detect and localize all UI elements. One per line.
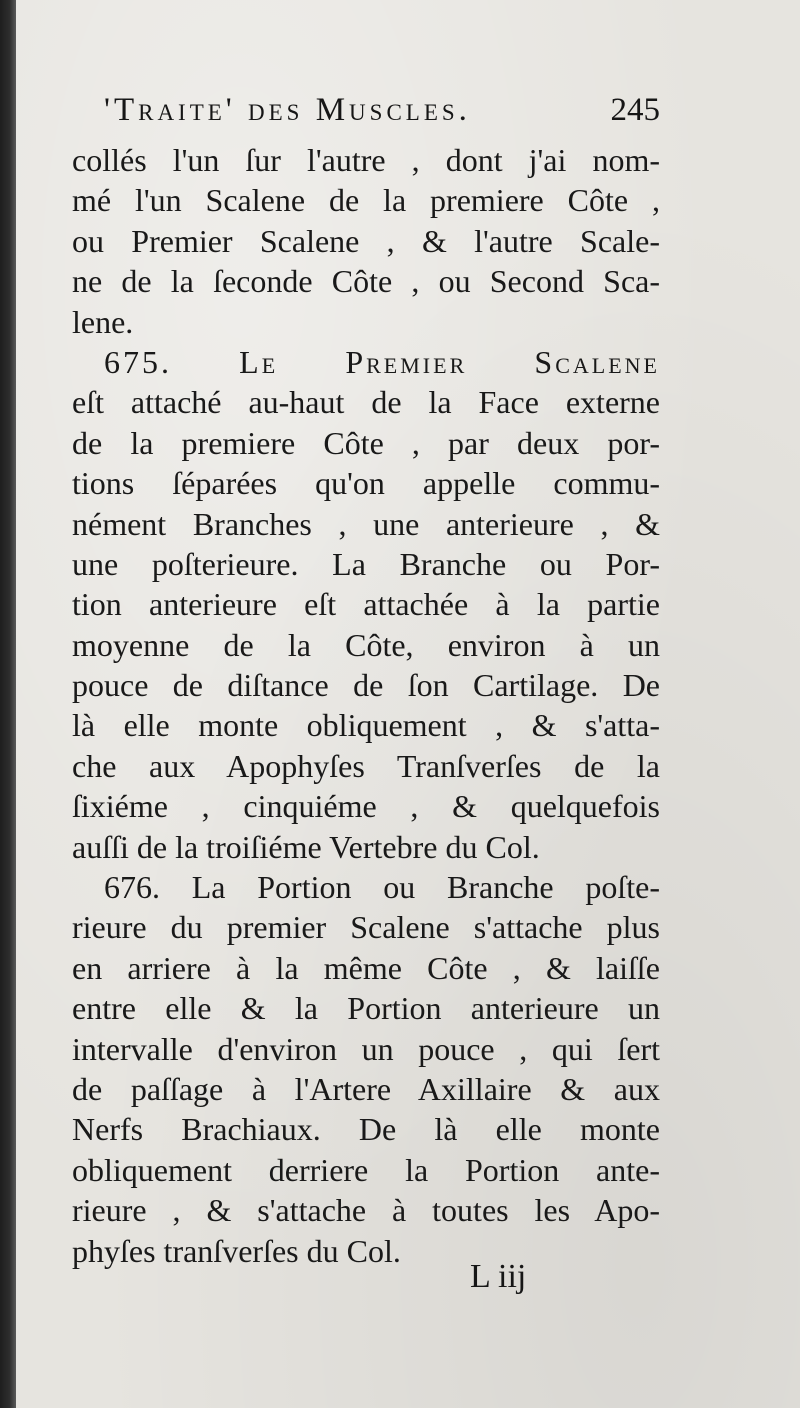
text-line: de paſſage à l'Artere Axillaire & aux: [72, 1070, 660, 1107]
text-line: ou Premier Scalene , & l'autre Scale-: [72, 222, 660, 259]
text-line: moyenne de la Côte, environ à un: [72, 626, 660, 663]
text-line: ſixiéme , cinquiéme , & quelquefois: [72, 788, 660, 825]
paragraph-676-start: 676. La Portion ou Branche poſte-: [104, 869, 660, 906]
text-line: nément Branches , une anterieure , &: [72, 505, 660, 542]
body-text: [72, 140, 660, 1271]
page-number: 245: [610, 92, 660, 128]
page-binding-edge: [0, 0, 16, 1408]
text-line: phyſes tranſverſes du Col.: [72, 1232, 401, 1269]
text-line: pouce de diſtance de ſon Cartilage. De: [72, 667, 660, 704]
text-line: rieure du premier Scalene s'attache plus: [72, 909, 660, 946]
text-line: mé l'un Scalene de la premiere Côte ,: [72, 182, 660, 219]
text-line: ne de la ſeconde Côte , ou Second Sca-: [72, 263, 660, 300]
section-heading-675: 675. Le Premier Scalene: [104, 343, 660, 380]
text-line: là elle monte obliquement , & s'atta-: [72, 707, 660, 744]
text-line: collés l'un ſur l'autre , dont j'ai nom-: [72, 142, 660, 178]
text-line: de la premiere Côte , par deux por-: [72, 424, 660, 461]
text-line: lene.: [72, 303, 134, 340]
text-line: entre elle & la Portion anterieure un: [72, 990, 660, 1027]
running-header: [104, 92, 660, 138]
text-line: che aux Apophyſes Tranſverſes de la: [72, 747, 660, 784]
text-line: tions ſéparées qu'on appelle commu-: [72, 465, 660, 502]
text-line: tion anterieure eſt attachée à la partie: [72, 586, 660, 623]
text-line: une poſterieure. La Branche ou Por-: [72, 545, 660, 582]
running-title: 'Traite' des Muscles.: [104, 92, 471, 128]
text-line: auſſi de la troiſiéme Vertebre du Col.: [72, 828, 540, 865]
text-line: obliquement derriere la Portion ante-: [72, 1151, 660, 1188]
text-line: intervalle d'environ un pouce , qui ſert: [72, 1030, 660, 1067]
text-line: eſt attaché au-haut de la Face externe: [72, 384, 660, 421]
signature-mark: L iij: [470, 1258, 527, 1295]
text-line: rieure , & s'attache à toutes les Apo-: [72, 1192, 660, 1229]
text-line: en arriere à la même Côte , & laiſſe: [72, 949, 660, 986]
text-line: Nerfs Brachiaux. De là elle monte: [72, 1111, 660, 1148]
